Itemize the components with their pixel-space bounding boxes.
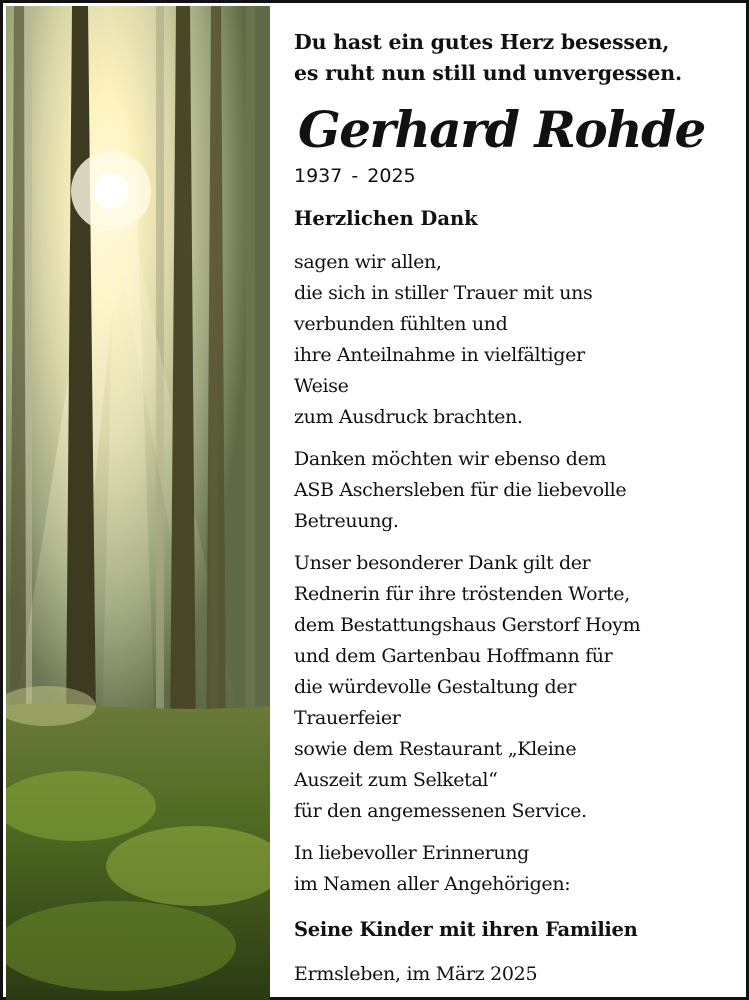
signature: Seine Kinder mit ihren Familien	[294, 918, 638, 941]
text-line: Trauerfeier	[294, 707, 401, 729]
text-line: zum Ausdruck brachten.	[294, 406, 523, 428]
text-line: die würdevolle Gestaltung der	[294, 676, 576, 698]
thanks-paragraph	[294, 247, 734, 433]
text-line: Rednerin für ihre tröstenden Worte,	[294, 583, 630, 605]
text-line: die sich in stiller Trauer mit uns	[294, 282, 593, 304]
obituary-text	[294, 27, 734, 988]
text-line: sowie dem Restaurant „Kleine	[294, 738, 577, 760]
motto	[294, 27, 734, 89]
text-line: ASB Aschersleben für die liebevolle	[294, 479, 627, 501]
thanks-paragraph	[294, 444, 734, 537]
life-dates: 1937 - 2025	[294, 165, 416, 187]
thanks-paragraph	[294, 548, 734, 827]
text-line: ihre Anteilnahme in vielfältiger	[294, 344, 585, 366]
thanks-heading: Herzlichen Dank	[294, 207, 478, 230]
text-line: für den angemessenen Service.	[294, 800, 587, 822]
text-line: verbunden fühlten und	[294, 313, 508, 335]
text-line: sagen wir allen,	[294, 251, 442, 273]
forest-sunbeams-photo	[6, 6, 270, 1000]
text-line: im Namen aller Angehörigen:	[294, 873, 571, 895]
text-line: Weise	[294, 375, 349, 397]
text-line: Danken möchten wir ebenso dem	[294, 448, 607, 470]
text-line: Auszeit zum Selketal“	[294, 769, 498, 791]
text-line: Betreuung.	[294, 510, 399, 532]
text-line: dem Bestattungshaus Gerstorf Hoym	[294, 614, 641, 636]
motto-line: Du hast ein gutes Herz besessen,	[294, 30, 670, 54]
text-line: Unser besonderer Dank gilt der	[294, 552, 591, 574]
text-line: und dem Gartenbau Hoffmann für	[294, 645, 613, 667]
place-date: Ermsleben, im März 2025	[294, 963, 538, 985]
thanks-paragraph	[294, 838, 734, 900]
deceased-name: Gerhard Rohde	[298, 100, 705, 159]
motto-line: es ruht nun still und unvergessen.	[294, 61, 682, 85]
text-line: In liebevoller Erinnerung	[294, 842, 529, 864]
